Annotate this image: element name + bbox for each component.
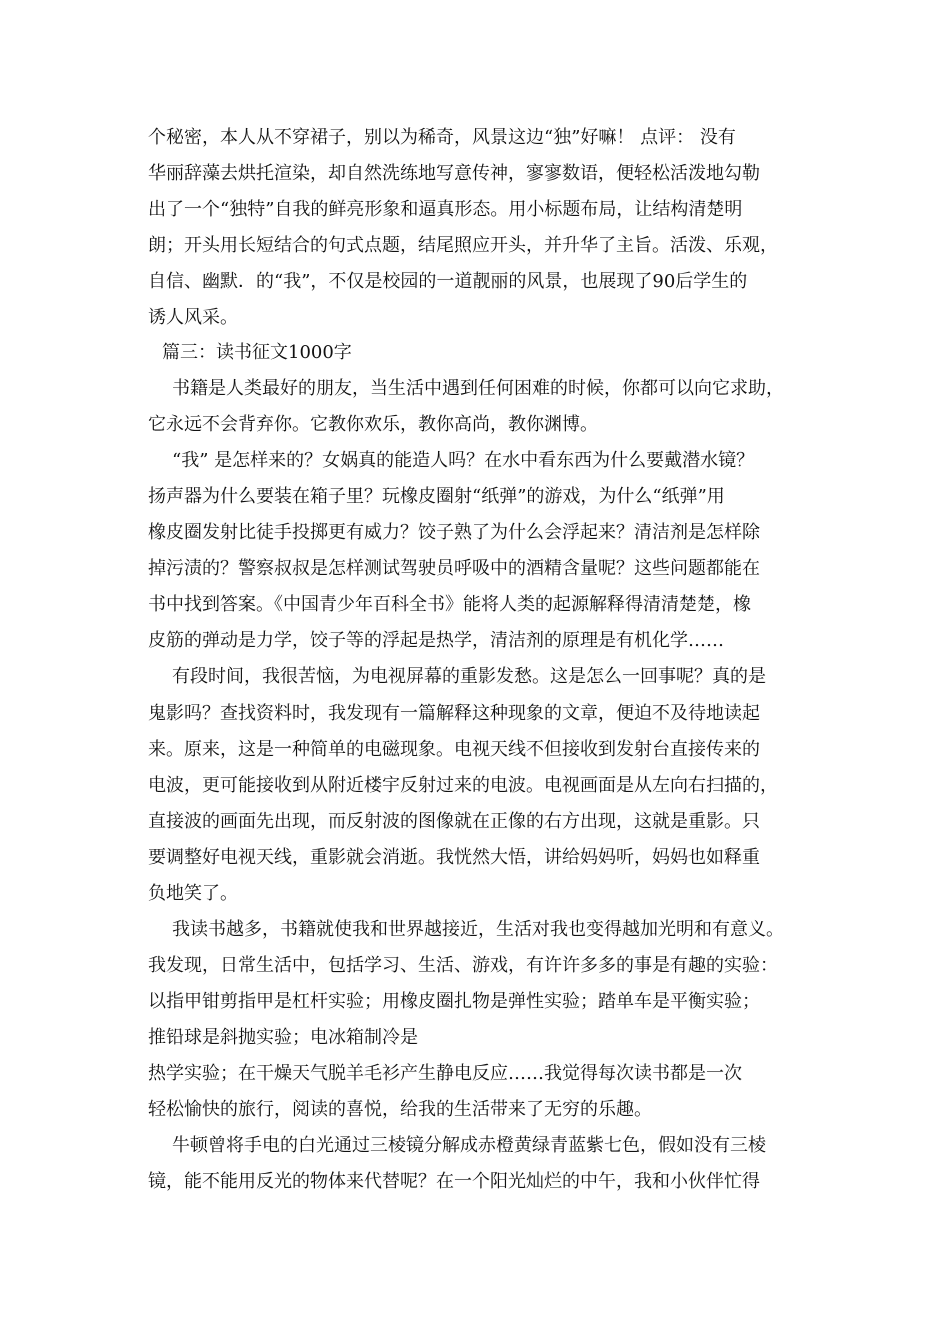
text-line: 推铅球是斜抛实验；电冰箱制冷是 <box>148 1027 418 1048</box>
text-line: 来。原来，这是一种简单的电磁现象。电视天线不但接收到发射台直接传来的 <box>148 739 760 760</box>
text-line: 直接波的画面先出现，而反射波的图像就在正像的右方出现，这就是重影。只 <box>148 811 760 832</box>
text-line: 掉污渍的？警察叔叔是怎样测试驾驶员呼吸中的酒精含量呢？这些问题都能在 <box>148 558 760 579</box>
text-line: 负地笑了。 <box>148 883 238 904</box>
section-heading: 篇三：读书征文1000字 <box>162 342 352 363</box>
text-line: 以指甲钳剪指甲是杠杆实验；用橡皮圈扎物是弹性实验；踏单车是平衡实验； <box>148 991 760 1012</box>
text-line: 皮筋的弹动是力学，饺子等的浮起是热学，清洁剂的原理是有机化学…… <box>148 630 724 651</box>
text-line: 出了一个“独特”自我的鲜亮形象和逼真形态。用小标题布局，让结构清楚明 <box>148 199 743 220</box>
text-line: 书籍是人类最好的朋友，当生活中遇到任何困难的时候，你都可以向它求助， <box>172 378 784 399</box>
text-line: 镜，能不能用反光的物体来代替呢？在一个阳光灿烂的中午，我和小伙伴忙得 <box>148 1171 760 1192</box>
text-line: 它永远不会背弃你。它教你欢乐，教你高尚，教你渊博。 <box>148 414 598 435</box>
text-line: 自信、幽默．的“我”，不仅是校园的一道靓丽的风景，也展现了90后学生的 <box>148 271 748 292</box>
text-line: 书中找到答案。《中国青少年百科全书》能将人类的起源解释得清清楚楚，橡 <box>148 594 751 615</box>
text-line: 热学实验；在干燥天气脱羊毛衫产生静电反应……我觉得每次读书都是一次 <box>148 1063 742 1084</box>
text-line: 朗；开头用长短结合的句式点题，结尾照应开头，并升华了主旨。活泼、乐观， <box>148 235 778 256</box>
text-line: 要调整好电视天线，重影就会消逝。我恍然大悟，讲给妈妈听，妈妈也如释重 <box>148 847 760 868</box>
text-line: 牛顿曾将手电的白光通过三棱镜分解成赤橙黄绿青蓝紫七色，假如没有三棱 <box>172 1135 766 1156</box>
text-line: 橡皮圈发射比徒手投掷更有威力？饺子熟了为什么会浮起来？清洁剂是怎样除 <box>148 522 760 543</box>
text-line: 诱人风采。 <box>148 307 238 328</box>
text-line: 电波，更可能接收到从附近楼宇反射过来的电波。电视画面是从左向右扫描的， <box>148 775 778 796</box>
text-line: “我” 是怎样来的？女娲真的能造人吗？在水中看东西为什么要戴潜水镜？ <box>172 450 755 471</box>
text-line: 个秘密，本人从不穿裙子，别以为稀奇，风景这边“独”好嘛！ 点评： 没有 <box>148 127 736 148</box>
text-line: 鬼影吗？查找资料时，我发现有一篇解释这种现象的文章，便迫不及待地读起 <box>148 703 760 724</box>
text-line: 我发现，日常生活中，包括学习、生活、游戏，有许许多多的事是有趣的实验： <box>148 955 778 976</box>
text-line: 华丽辞藻去烘托渲染，却自然洗练地写意传神，寥寥数语，便轻松活泼地勾勒 <box>148 163 760 184</box>
text-line: 我读书越多，书籍就使我和世界越接近，生活对我也变得越加光明和有意义。 <box>172 919 784 940</box>
text-line: 轻松愉快的旅行，阅读的喜悦，给我的生活带来了无穷的乐趣。 <box>148 1099 652 1120</box>
text-line: 扬声器为什么要装在箱子里？玩橡皮圈射“纸弹”的游戏，为什么“纸弹”用 <box>148 486 725 507</box>
text-line: 有段时间，我很苦恼，为电视屏幕的重影发愁。这是怎么一回事呢？真的是 <box>172 666 766 687</box>
